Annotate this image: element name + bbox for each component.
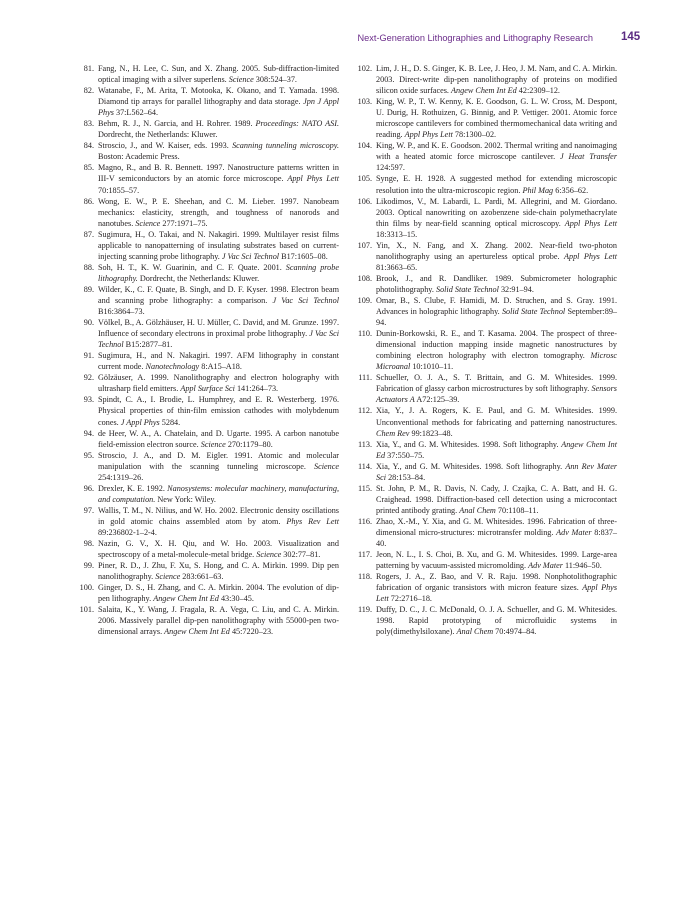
reference-text	[376, 140, 617, 173]
reference-citation: 308:524–37.	[255, 75, 297, 85]
reference-journal: Sensors Actuators A	[376, 384, 617, 405]
reference-citation: 18:3313–15.	[376, 229, 418, 239]
reference-number: 83.	[83, 119, 94, 129]
reference-text	[376, 516, 617, 549]
reference-number: 82.	[83, 86, 94, 96]
reference-entry	[356, 328, 617, 372]
reference-number: 100.	[79, 583, 94, 593]
reference-journal: J Heat Transfer	[560, 152, 618, 162]
reference-citation: New York: Wiley.	[157, 494, 216, 504]
reference-text	[376, 372, 617, 405]
reference-journal: Angew Chem Int Ed	[376, 439, 618, 460]
reference-body: Dunin-Borkowski, R. E., and T. Kasama. 2004. The prospect of three-dimensional induction mapping inside magnetic nanostructures by combining electron holography with electron tomography.	[376, 329, 617, 361]
reference-citation: 254:1319–26.	[98, 472, 144, 482]
reference-text	[98, 229, 339, 262]
reference-body: Piner, R. D., J. Zhu, F. Xu, S. Hong, and C. A. Mirkin. 1999. Dip pen nanolithography.	[98, 561, 339, 582]
reference-entry	[78, 229, 339, 262]
reference-body: Xia, Y., and G. M. Whitesides. 1998. Soft lithography.	[376, 439, 559, 449]
reference-text	[98, 350, 339, 372]
reference-citation: Boston: Academic Press.	[98, 152, 180, 162]
reference-journal: Appl Phys Lett	[563, 251, 618, 261]
reference-text	[98, 372, 339, 394]
reference-body: Likodimos, V., M. Labardi, L. Pardi, M. Allegrini, and M. Giordano. 2003. Optical nanowriting on azobenzene side-chain polymethacrylate thin films by near-field scanning optical microscopy.	[376, 196, 617, 228]
reference-text	[98, 582, 339, 604]
reference-entry	[356, 96, 617, 140]
reference-body: King, W. P., T. W. Kenny, K. E. Goodson, G. L. W. Cross, M. Despont, U. Durig, H. Rothuizen, G. Binnig, and P. Vettiger. 2001. Atomic force microscope cantilevers for combined thermomechanical data writing and reading.	[376, 97, 617, 140]
reference-text	[376, 63, 617, 96]
reference-text	[376, 196, 617, 240]
reference-citation: B15:2877–81.	[125, 340, 173, 350]
reference-citation: 81:3663–65.	[376, 262, 418, 272]
reference-journal: J Vac Sci Technol	[272, 295, 339, 305]
reference-text	[376, 439, 617, 461]
reference-entry	[356, 273, 617, 295]
reference-citation: 43:30–45.	[220, 594, 254, 604]
reference-body: Rogers, J. A., Z. Bao, and V. R. Raju. 1998. Nonphotolithographic fabrication of organic transistors with micron feature sizes.	[376, 572, 617, 593]
reference-entry	[78, 560, 339, 582]
reference-entry	[78, 450, 339, 483]
reference-number: 95.	[83, 450, 94, 460]
reference-body: Wong, E. W., P. E. Sheehan, and C. M. Lieber. 1997. Nanobeam mechanics: elasticity, strength, and toughness of nanorods and nanotubes.	[98, 196, 339, 228]
reference-journal: Nanotechnology	[145, 362, 200, 372]
reference-entry	[356, 63, 617, 96]
reference-entry	[356, 140, 617, 173]
reference-text	[376, 96, 617, 140]
reference-journal: Proceedings: NATO ASI.	[255, 119, 340, 129]
reference-body: Xia, Y., J. A. Rogers, K. E. Paul, and G. M. Whitesides. 1999. Unconventional methods for fabricating and patterning nanostructures.	[376, 406, 617, 427]
reference-body: Ginger, D. S., H. Zhang, and C. A. Mirkin. 2004. The evolution of dip-pen lithography.	[98, 583, 339, 604]
reference-text	[98, 118, 339, 140]
reference-column-left	[78, 63, 339, 637]
reference-number: 102.	[357, 64, 372, 73]
reference-body: Wallis, T. M., N. Nilius, and W. Ho. 2002. Electronic density oscillations in gold atomic chains assembled atom by atom.	[98, 505, 339, 526]
reference-entry	[356, 439, 617, 461]
reference-journal: Phil Mag	[522, 185, 554, 195]
reference-text	[98, 284, 339, 317]
reference-body: Fang, N., H. Lee, C. Sun, and X. Zhang. 2005. Sub-diffraction-limited optical imaging with a silver superlens.	[98, 64, 339, 85]
reference-body: Xia, Y., and G. M. Whitesides. 1998. Soft lithography.	[376, 461, 563, 471]
reference-text	[98, 262, 339, 284]
reference-journal: Science	[256, 550, 282, 560]
reference-citation: 42:2309–12.	[518, 86, 560, 96]
reference-citation: Dordrecht, the Netherlands: Kluwer.	[139, 273, 260, 283]
reference-body: Behm, R. J., N. Garcia, and H. Rohrer. 1989.	[98, 119, 253, 129]
reference-text	[376, 240, 617, 273]
reference-citation: 270:1179–80.	[227, 439, 273, 449]
reference-citation: 99:1823–48.	[411, 428, 453, 438]
reference-number: 89.	[83, 284, 94, 294]
reference-entry	[78, 604, 339, 637]
reference-journal: J Vac Sci Technol	[221, 251, 280, 261]
reference-citation: 70:4974–84.	[495, 627, 537, 637]
reference-number: 85.	[83, 163, 94, 173]
reference-journal: Scanning tunneling microscopy.	[232, 141, 339, 151]
reference-text	[376, 549, 617, 571]
reference-citation: 70:1108–11.	[497, 505, 539, 515]
reference-body: St. John, P. M., R. Davis, N. Cady, J. Czajka, C. A. Batt, and H. G. Craighead. 1998. Diffraction-based cell detection using a microcontact printed antibody grating.	[376, 483, 617, 515]
reference-journal: Appl Surface Sci	[180, 384, 235, 394]
reference-citation: 5284.	[161, 417, 181, 427]
reference-journal: Jpn J Appl Phys	[98, 97, 340, 118]
reference-entry	[356, 295, 617, 328]
reference-entry	[78, 63, 339, 85]
reference-text	[376, 604, 617, 637]
reference-body: King, W. P., and K. E. Goodson. 2002. Thermal writing and nanoimaging with a heated atomic force microscope cantilever.	[376, 141, 617, 162]
reference-journal: Anal Chem	[459, 505, 496, 515]
reference-citation: B16:3864–73.	[98, 307, 145, 317]
reference-text	[98, 140, 339, 162]
reference-entry	[78, 118, 339, 140]
reference-citation: 8:837–40.	[376, 527, 617, 549]
reference-citation: 45:7220–23.	[231, 627, 274, 637]
reference-journal: Microsc Microanal	[376, 351, 618, 372]
reference-body: de Heer, W. A., A. Chatelain, and D. Ugarte. 1995. A carbon nanotube field-emission electron source.	[98, 428, 339, 449]
reference-text	[98, 560, 339, 582]
reference-citation: A72:125–39.	[416, 395, 460, 405]
reference-journal: Science	[135, 218, 161, 228]
reference-body: Nazin, G. V., X. H. Qiu, and W. Ho. 2003. Visualization and spectroscopy of a metal-molecule-metal bridge.	[98, 539, 339, 560]
reference-text	[98, 428, 339, 450]
reference-journal: Anal Chem	[456, 627, 494, 637]
reference-citation: 72:2716–18.	[390, 594, 432, 604]
reference-citation: B17:1605–08.	[281, 251, 328, 261]
reference-text	[98, 604, 339, 637]
reference-entry	[356, 604, 617, 637]
reference-entry	[356, 196, 617, 240]
reference-body: Schueller, O. J. A., S. T. Brittain, and G. M. Whitesides. 1999. Fabrication of glassy carbon microstructures by soft lithography.	[376, 373, 617, 394]
reference-number: 113.	[357, 439, 372, 449]
reference-entry	[356, 483, 617, 516]
reference-entry	[78, 483, 339, 505]
running-title: Next-Generation Lithographies and Lithography Research	[357, 33, 593, 43]
reference-body: Wilder, K., C. F. Quate, B. Singh, and D. F. Kyser. 1998. Electron beam and scanning probe lithography: a comparison.	[98, 284, 339, 305]
reference-journal: Ann Rev Mater Sci	[376, 461, 618, 482]
reference-number: 101.	[79, 605, 94, 615]
reference-body: Zhao, X.-M., Y. Xia, and G. M. Whitesides. 1996. Fabrication of three-dimensional micro-structures: microtransfer molding.	[376, 516, 617, 537]
reference-entry	[78, 582, 339, 604]
reference-number: 104.	[357, 141, 372, 151]
reference-text	[98, 538, 339, 560]
reference-citation: 277:1971–75.	[162, 218, 208, 228]
reference-number: 117.	[357, 550, 372, 560]
reference-number: 87.	[83, 229, 94, 239]
reference-journal: Science	[314, 461, 339, 471]
reference-entry	[356, 461, 617, 483]
reference-entry	[356, 516, 617, 549]
reference-entry	[78, 317, 339, 350]
reference-body: Stroscio, J. A., and D. M. Eigler. 1991. Atomic and molecular manipulation with the scanning tunneling microscope.	[98, 450, 339, 471]
reference-entry	[356, 405, 617, 438]
reference-number: 112.	[357, 406, 372, 416]
reference-citation: 78:1300–02.	[454, 130, 497, 140]
reference-body: Magno, R., and B. R. Bennett. 1997. Nanostructure patterns written in III-V semiconductors by an atomic force microscope.	[98, 163, 339, 184]
reference-journal: Adv Mater	[528, 561, 563, 571]
reference-citation: 37:550–75.	[387, 450, 425, 460]
reference-journal: Appl Phys Lett	[404, 130, 453, 140]
reference-number: 106.	[357, 196, 372, 206]
reference-entry	[356, 372, 617, 405]
reference-journal: Angew Chem Int Ed	[164, 627, 230, 637]
reference-journal: Nanosystems: molecular machinery, manufacturing, and computation.	[98, 483, 339, 504]
reference-text	[376, 328, 617, 372]
reference-text	[98, 450, 339, 483]
reference-number: 98.	[83, 539, 94, 549]
reference-entry	[78, 505, 339, 538]
reference-journal: Solid State Technol	[435, 284, 499, 294]
reference-text	[98, 483, 339, 505]
reference-entry	[78, 428, 339, 450]
reference-body: Stroscio, J., and W. Kaiser, eds. 1993.	[98, 141, 229, 151]
reference-body: Drexler, K. E. 1992.	[98, 483, 165, 493]
reference-body: Gölzäuser, A. 1999. Nanolithography and electron holography with ultrasharp field emitters.	[98, 373, 339, 394]
reference-entry	[78, 162, 339, 195]
reference-body: Omar, B., S. Clube, F. Hamidi, M. D. Struchen, and S. Gray. 1991. Advances in holographic lithography.	[376, 295, 617, 317]
reference-entry	[78, 196, 339, 229]
reference-citation: 28:153–84.	[388, 472, 426, 482]
reference-entry	[356, 240, 617, 273]
reference-body: Yin, X., N. Fang, and X. Zhang. 2002. Near-field two-photon nanolithography using an apertureless optical probe.	[376, 240, 617, 261]
reference-number: 84.	[83, 141, 94, 151]
reference-citation: 32:91–94.	[500, 284, 534, 294]
reference-number: 97.	[83, 505, 94, 515]
reference-text	[98, 85, 339, 118]
reference-text	[98, 196, 339, 229]
reference-citation: 70:1855–57.	[98, 185, 140, 195]
reference-citation: 89:236802-1–2-4.	[98, 527, 157, 537]
reference-body: Völkel, B., A. Gölzhäuser, H. U. Müller, C. David, and M. Grunze. 1997. Influence of secondary electrons in proximal probe lithography.	[98, 318, 339, 339]
reference-body: Sugimura, H., O. Takai, and N. Nakagiri. 1999. Multilayer resist films applicable to nanopatterning of insulating substrates based on current-injecting scanning probe lithography.	[98, 229, 339, 261]
reference-entry	[78, 372, 339, 394]
reference-journal: Solid State Technol	[501, 307, 566, 317]
reference-entry	[78, 394, 339, 427]
reference-column-right	[356, 63, 617, 637]
reference-body: Synge, E. H. 1928. A suggested method for extending microscopic resolution into the ultra-microscopic region.	[376, 174, 617, 195]
reference-journal: Science	[200, 439, 226, 449]
reference-text	[376, 405, 617, 438]
reference-citation: 11:946–50.	[564, 561, 602, 571]
reference-text	[98, 505, 339, 538]
reference-journal: Appl Phys Lett	[564, 218, 617, 228]
reference-body: Spindt, C. A., I. Brodie, L. Humphrey, and E. R. Westerberg. 1976. Physical properties of thin-film emission cathodes with molybdenum cones.	[98, 395, 339, 427]
reference-number: 110.	[357, 329, 372, 339]
reference-journal: Science	[228, 75, 254, 85]
reference-citation: September:89–94.	[376, 307, 618, 328]
reference-number: 119.	[357, 605, 372, 615]
page-number: 145	[621, 31, 641, 43]
reference-text	[376, 273, 617, 295]
reference-number: 108.	[357, 273, 372, 283]
reference-body: Salaita, K., Y. Wang, J. Fragala, R. A. Vega, C. Liu, and C. A. Mirkin. 2006. Massively parallel dip-pen nanolithography with 55000-pen two-dimensional arrays.	[98, 605, 339, 637]
reference-entry	[356, 571, 617, 604]
reference-entry	[78, 284, 339, 317]
reference-text	[376, 483, 617, 516]
reference-body: Watanabe, F., M. Arita, T. Motooka, K. Okano, and T. Yamada. 1998. Diamond tip arrays for parallel lithography and data storage.	[98, 86, 339, 107]
reference-citation: 302:77–81.	[283, 550, 321, 560]
reference-number: 81.	[83, 64, 94, 73]
reference-body: Lim, J. H., D. S. Ginger, K. B. Lee, J. Heo, J. M. Nam, and C. A. Mirkin. 2003. Direct-write dip-pen nanolithography of proteins on modified silicon oxide surfaces.	[376, 64, 617, 96]
reference-text	[376, 173, 617, 195]
reference-text	[98, 317, 339, 350]
reference-text	[98, 394, 339, 427]
reference-number: 92.	[83, 373, 94, 383]
reference-number: 88.	[83, 262, 94, 272]
reference-text	[376, 571, 617, 604]
reference-body: Brook, J., and R. Dandliker. 1989. Submicrometer holographic photolithography.	[376, 273, 617, 294]
reference-entry	[78, 262, 339, 284]
reference-number: 86.	[83, 196, 94, 206]
reference-entry	[78, 538, 339, 560]
reference-journal: J Vac Sci Technol	[98, 329, 339, 350]
reference-citation: 37:L562–64.	[115, 108, 159, 118]
reference-body: Jeon, N. L., I. S. Choi, B. Xu, and G. M. Whitesides. 1999. Large-area patterning by vacuum-assisted micromolding.	[376, 550, 617, 571]
reference-citation: Dordrecht, the Netherlands: Kluwer.	[98, 130, 218, 140]
reference-number: 94.	[83, 428, 94, 438]
reference-entry	[78, 140, 339, 162]
reference-number: 90.	[83, 318, 94, 328]
reference-text	[98, 162, 339, 195]
reference-number: 114.	[357, 461, 372, 471]
reference-journal: Angew Chem Int Ed	[451, 86, 517, 96]
reference-citation: 141:264–73.	[236, 384, 279, 394]
reference-number: 93.	[83, 395, 94, 405]
reference-journal: Adv Mater	[556, 527, 592, 537]
reference-journal: Scanning probe lithography.	[98, 262, 339, 283]
reference-citation: 124:597.	[376, 163, 405, 173]
reference-citation: 10:1010–11.	[412, 362, 454, 372]
reference-journal: Appl Phys Lett	[287, 174, 340, 184]
reference-number: 116.	[357, 516, 372, 526]
reference-citation: 6:356–62.	[555, 185, 589, 195]
reference-number: 99.	[83, 561, 94, 571]
reference-number: 105.	[357, 174, 372, 184]
reference-number: 91.	[83, 351, 94, 361]
reference-journal: Appl Phys Lett	[376, 583, 618, 604]
reference-journal: Phys Rev Lett	[286, 516, 340, 526]
reference-journal: Science	[155, 572, 181, 582]
reference-journal: Chem Rev	[376, 428, 410, 438]
reference-number: 103.	[357, 97, 372, 107]
reference-body: Duffy, D. C., J. C. McDonald, O. J. A. Schueller, and G. M. Whitesides. 1998. Rapid prototyping of microfluidic systems in poly(dimethylsiloxane).	[376, 605, 617, 637]
reference-citation: 283:661–63.	[182, 572, 224, 582]
reference-number: 107.	[357, 240, 372, 250]
reference-number: 109.	[357, 295, 372, 305]
reference-number: 96.	[83, 483, 94, 493]
reference-body: Soh, H. T., K. W. Guarinin, and C. F. Quate. 2001.	[98, 262, 282, 272]
reference-entry	[356, 549, 617, 571]
reference-number: 111.	[358, 373, 372, 383]
running-header	[0, 33, 695, 47]
reference-text	[376, 461, 617, 483]
reference-text	[376, 295, 617, 328]
reference-entry	[356, 173, 617, 195]
reference-number: 115.	[357, 483, 372, 493]
reference-citation: 8:A15–A18.	[201, 362, 242, 372]
reference-journal: Angew Chem Int Ed	[153, 594, 219, 604]
reference-journal: J Appl Phys	[120, 417, 160, 427]
reference-number: 118.	[357, 572, 372, 582]
reference-entry	[78, 350, 339, 372]
reference-body: Sugimura, H., and N. Nakagiri. 1997. AFM lithography in constant current mode.	[98, 351, 339, 372]
reference-entry	[78, 85, 339, 118]
reference-text	[98, 63, 339, 85]
